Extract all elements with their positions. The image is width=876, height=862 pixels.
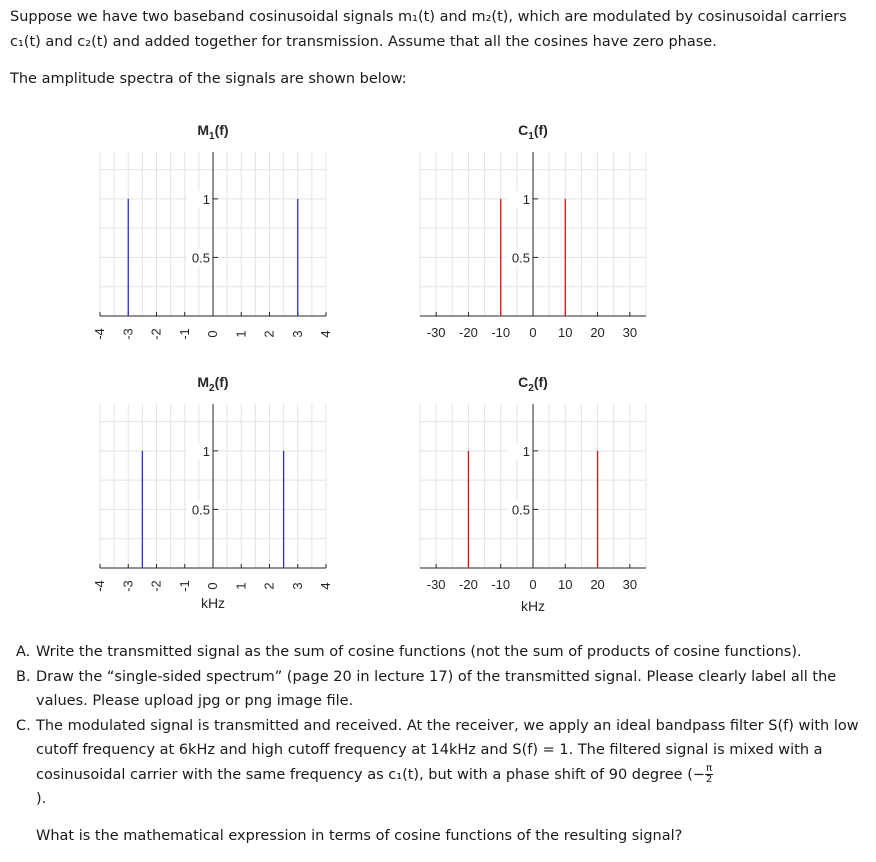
x-tick-label: -30 [426,325,446,340]
question-a [16,640,866,665]
question-a-letter: A. [16,644,31,660]
x-tick-label: 3 [289,582,305,590]
x-tick-label: -10 [491,325,511,340]
intro-line-1: Suppose we have two baseband cosinusoidal signals m₁(t) and m₂(t), which are modulated by cosinusoidal carriers [10,9,847,25]
x-tick-label: -1 [176,580,192,592]
x-tick-label: 20 [590,325,605,340]
x-tick-label: -30 [426,577,446,592]
question-a-text: Write the transmitted signal as the sum of cosine functions (not the sum of products of cosine functions). [36,644,802,660]
question-b-text: Draw the “single-sided spectrum” (page 20 in lecture 17) of the transmitted signal. Please clearly label all the values. Please upload jpg or png image file. [36,668,837,709]
x-tick-label: 1 [233,330,249,338]
chart-title: $C_1(f)$ [518,122,548,142]
m1-spectrum-chart [80,112,350,362]
x-tick-label: 0 [205,330,220,338]
chart-title: $M_1(f)$ [197,122,229,142]
y-tick-label: 0.5 [191,502,210,518]
y-tick-label: 0.5 [511,250,530,266]
x-tick-label: 30 [622,325,638,340]
x-tick-label: 4 [318,582,333,590]
x-axis-label: kHz [200,595,226,611]
y-tick-label: 1 [202,191,210,207]
x-tick-label: -3 [120,328,136,340]
x-tick-label: -2 [148,580,164,592]
x-tick-label: 1 [233,582,249,590]
chart-title: $M_2(f)$ [197,374,229,394]
intro-line-3: The amplitude spectra of the signals are shown below: [10,71,407,87]
intro-line-2: c₁(t) and c₂(t) and added together for transmission. Assume that all the cosines have zero phase. [10,34,717,50]
x-tick-label: -20 [459,325,478,340]
x-tick-label: 0 [205,582,220,590]
question-c-text: The modulated signal is transmitted and received. At the receiver, we apply an ideal bandpass filter S(f) with low cutoff frequency at 6kHz and high cutoff frequency at 14kHz and S(f) = 1. The filtered signal is mixed with a cosinusoidal carrier with the same frequency as c₁(t), but with a phase shift of 90 degree (− [36,717,859,783]
final-question [16,824,866,849]
x-tick-label: -3 [120,580,136,592]
question-b-letter: B. [16,668,31,685]
chart-title: $C_2(f)$ [518,374,548,394]
fraction-numerator: π [706,763,713,774]
y-tick-label: 1 [522,191,530,207]
m2-spectrum-chart [80,364,350,622]
question-c-letter: C. [16,717,31,734]
x-tick-label: -4 [92,328,107,340]
fraction-denominator: 2 [705,774,713,785]
question-c [16,714,866,812]
y-tick-label: 1 [522,443,530,459]
c2-spectrum-chart [400,364,670,622]
question-c-closing: ). [36,791,47,807]
x-tick-label: -1 [176,328,192,340]
pi-over-two-fraction [705,764,713,785]
y-tick-label: 0.5 [191,250,210,266]
question-b [16,665,866,714]
x-tick-label: -2 [148,328,164,340]
x-tick-label: 0 [529,325,537,340]
x-tick-label: 0 [529,577,537,592]
x-tick-label: -4 [92,580,107,592]
y-tick-label: 0.5 [511,502,530,518]
question-list [16,640,866,848]
y-tick-label: 1 [202,443,210,459]
x-tick-label: 10 [558,325,573,340]
x-tick-label: 4 [318,330,333,338]
final-question-text: What is the mathematical expression in terms of cosine functions of the resulting signal? [36,827,683,844]
x-tick-label: 10 [558,577,573,592]
x-tick-label: -10 [491,577,511,592]
x-axis-label: kHz [520,598,546,614]
c1-spectrum-chart [400,112,670,362]
x-tick-label: -20 [459,577,478,592]
x-tick-label: 3 [289,330,305,338]
x-tick-label: 20 [590,577,605,592]
x-tick-label: 30 [622,577,638,592]
x-tick-label: 2 [261,582,277,590]
x-tick-label: 2 [261,330,277,338]
